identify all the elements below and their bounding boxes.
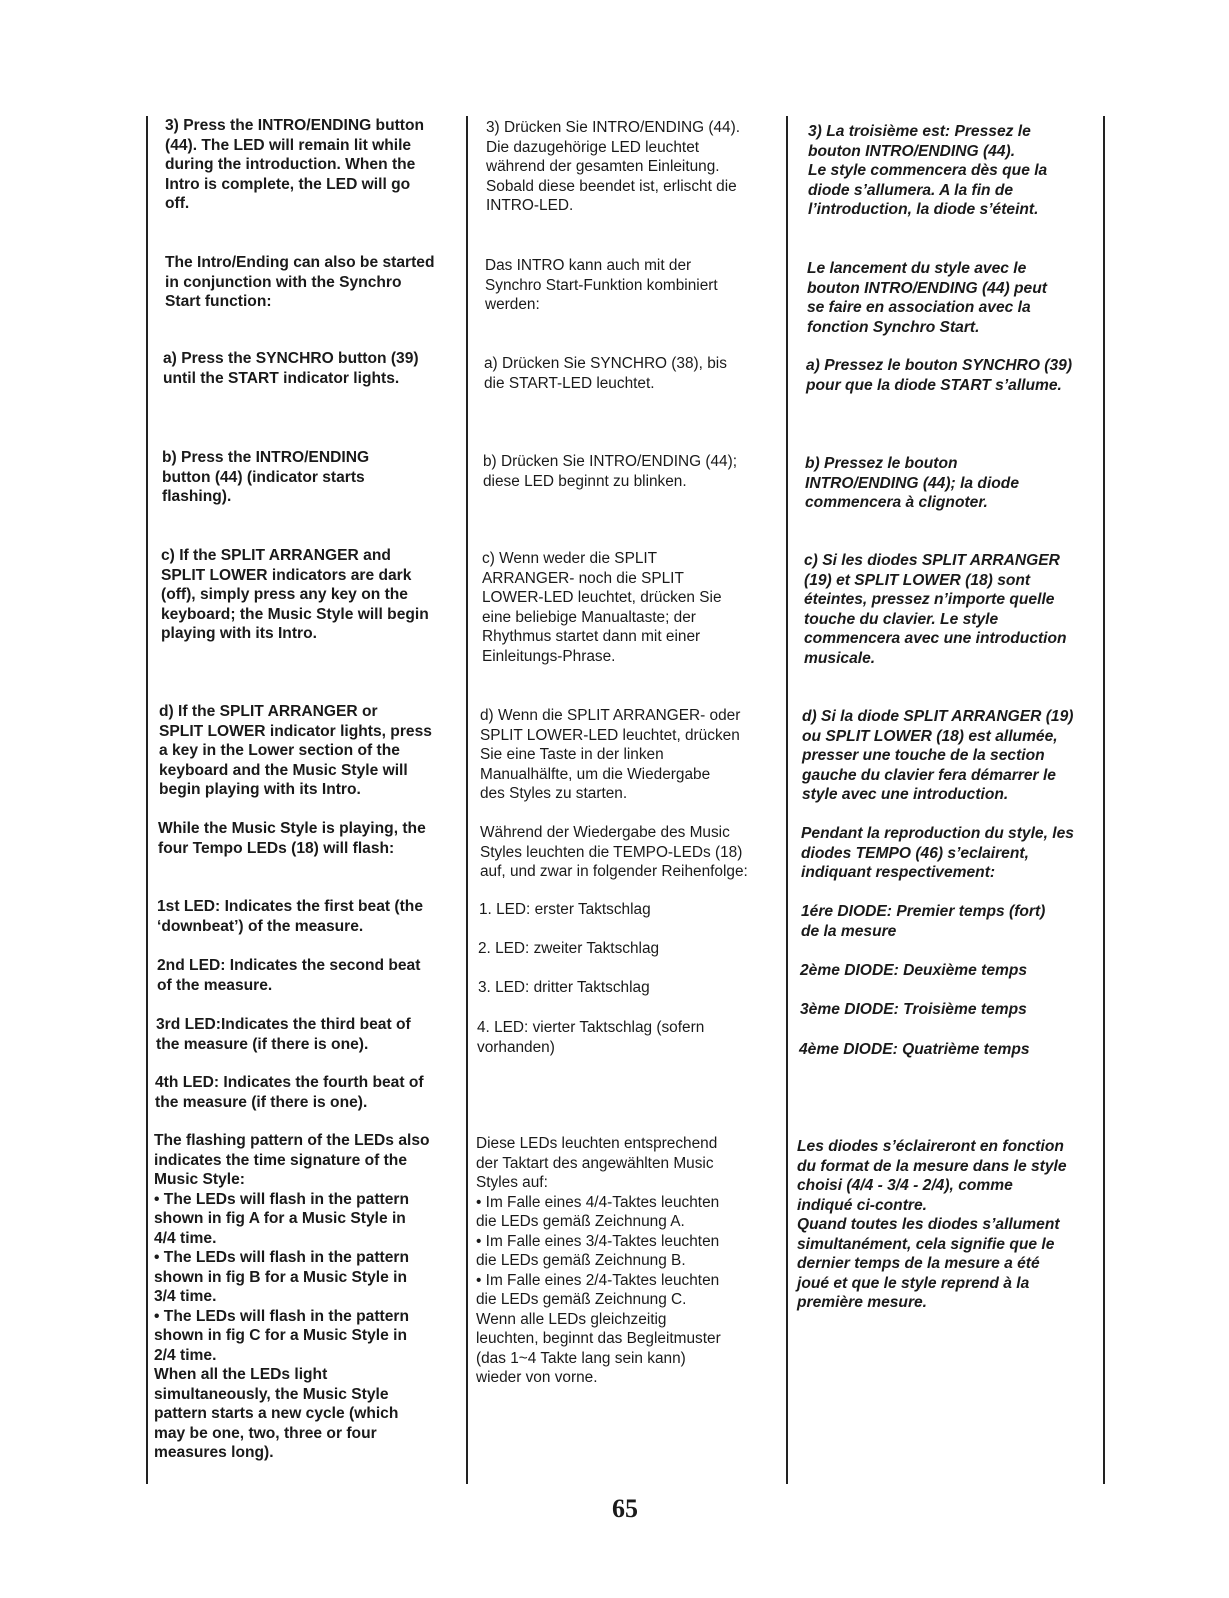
fr-led-1: 1ére DIODE: Premier temps (fort) de la mesure bbox=[801, 903, 1046, 940]
en-step-3: 3) Press the INTRO/ENDING button (44). The LED will remain lit while during the introduction. When the Intro is complete, the LED will go off. bbox=[165, 117, 425, 212]
en-step-a: a) Press the SYNCHRO button (39) until the START indicator lights. bbox=[163, 350, 419, 387]
en-led-3: 3rd LED:Indicates the third beat of the measure (if there is one). bbox=[156, 1016, 411, 1053]
en-step-c: c) If the SPLIT ARRANGER and SPLIT LOWER indicators are dark (off), simply press any key on the keyboard; the Music Style will begin playing with its Intro. bbox=[161, 547, 429, 642]
page-number: 65 bbox=[612, 1494, 638, 1523]
en-led-4: 4th LED: Indicates the fourth beat of the measure (if there is one). bbox=[155, 1074, 424, 1111]
de-step-a: a) Drücken Sie SYNCHRO (38), bis die START-LED leuchtet. bbox=[484, 355, 727, 392]
de-step-b: b) Drücken Sie INTRO/ENDING (44); diese LED beginnt zu blinken. bbox=[483, 453, 737, 490]
fr-synchro-intro: Le lancement du style avec le bouton INTRO/ENDING (44) peut se faire en association avec la fonction Synchro Start. bbox=[807, 260, 1047, 336]
de-pattern: Diese LEDs leuchten entsprechend der Taktart des angewählten Music Styles auf: • Im Falle eines 4/4-Taktes leuchten die LEDs gemäß Zeichnung A. • Im Falle eines 3/4-Taktes leuchten die LEDs gemäß Zeichnung B. • Im Falle eines 2/4-Taktes leuchten die LEDs gemäß Zeichnung C. Wenn alle LEDs gleichzeitig leuchten, beginnt das Begleitmuster (das 1~4 Takte lang sein kann) wieder von vorne. bbox=[476, 1135, 721, 1386]
en-pattern: The flashing pattern of the LEDs also indicates the time signature of the Music Style: • The LEDs will flash in the pattern shown in fig A for a Music Style in 4/4 time. • The LEDs will flash in the pattern shown in fig B for a Music Style in 3/4 time. • The LEDs will flash in the pattern shown in fig C for a Music Style in 2/4 time. When all the LEDs light simultaneously, the Music Style pattern starts a new cycle (which may be one, two, three or four measures long). bbox=[154, 1132, 430, 1461]
fr-step-a: a) Pressez le bouton SYNCHRO (39) pour que la diode START s’allume. bbox=[806, 357, 1073, 394]
en-tempo-intro: While the Music Style is playing, the four Tempo LEDs (18) will flash: bbox=[158, 820, 426, 857]
fr-pattern: Les diodes s’éclaireront en fonction du format de la mesure dans le style choisi (4/4 - 3/4 - 2/4), comme indiqué ci-contre. Quand toutes les diodes s’allument simultanément, cela signifie que le dernier temps de la mesure a été joué et que le style reprend à la première mesure. bbox=[797, 1138, 1067, 1311]
column-rule-middle-left bbox=[466, 116, 468, 1484]
fr-step-d: d) Si la diode SPLIT ARRANGER (19) ou SPLIT LOWER (18) est allumée, presser une touche de la section gauche du clavier fera démarrer le style avec une introduction. bbox=[802, 708, 1074, 803]
de-led-1: 1. LED: erster Taktschlag bbox=[479, 901, 651, 918]
de-step-c: c) Wenn weder die SPLIT ARRANGER- noch die SPLIT LOWER-LED leuchtet, drücken Sie eine beliebige Manualtaste; der Rhythmus startet dann mit einer Einleitungs-Phrase. bbox=[482, 550, 722, 665]
fr-led-2: 2ème DIODE: Deuxième temps bbox=[800, 962, 1028, 979]
de-led-3: 3. LED: dritter Taktschlag bbox=[478, 979, 650, 996]
fr-tempo-intro: Pendant la reproduction du style, les diodes TEMPO (46) s’eclairent, indiquant respectivement: bbox=[801, 825, 1074, 881]
column-rule-middle-right bbox=[786, 116, 788, 1484]
fr-step-c: c) Si les diodes SPLIT ARRANGER (19) et SPLIT LOWER (18) sont éteintes, pressez n’importe quelle touche du clavier. Le style commencera avec une introduction musicale. bbox=[804, 552, 1067, 667]
fr-led-3: 3ème DIODE: Troisième temps bbox=[800, 1001, 1027, 1018]
de-led-4: 4. LED: vierter Taktschlag (sofern vorhanden) bbox=[477, 1019, 705, 1056]
de-step-3: 3) Drücken Sie INTRO/ENDING (44). Die dazugehörige LED leuchtet während der gesamten Einleitung. Sobald diese beendet ist, erlischt die INTRO-LED. bbox=[486, 119, 740, 214]
fr-led-4: 4ème DIODE: Quatrième temps bbox=[799, 1041, 1030, 1058]
en-led-2: 2nd LED: Indicates the second beat of the measure. bbox=[157, 957, 421, 994]
en-step-d: d) If the SPLIT ARRANGER or SPLIT LOWER indicator lights, press a key in the Lower section of the keyboard and the Music Style will begin playing with its Intro. bbox=[159, 703, 432, 798]
de-tempo-intro: Während der Wiedergabe des Music Styles leuchten die TEMPO-LEDs (18) auf, und zwar in folgender Reihenfolge: bbox=[480, 824, 748, 880]
en-synchro-intro: The Intro/Ending can also be started in conjunction with the Synchro Start function: bbox=[165, 254, 435, 310]
en-step-b: b) Press the INTRO/ENDING button (44) (indicator starts flashing). bbox=[162, 449, 370, 505]
fr-step-3: 3) La troisième est: Pressez le bouton INTRO/ENDING (44). Le style commencera dès que la diode s’allumera. A la fin de l’introduction, la diode s’éteint. bbox=[808, 123, 1048, 218]
de-synchro-intro: Das INTRO kann auch mit der Synchro Start-Funktion kombiniert werden: bbox=[485, 257, 718, 313]
column-rule-right bbox=[1103, 116, 1105, 1484]
en-led-1: 1st LED: Indicates the first beat (the ‘downbeat’) of the measure. bbox=[157, 898, 424, 935]
column-rule-left bbox=[146, 116, 148, 1484]
de-led-2: 2. LED: zweiter Taktschlag bbox=[478, 940, 660, 957]
fr-step-b: b) Pressez le bouton INTRO/ENDING (44); la diode commencera à clignoter. bbox=[805, 455, 1019, 511]
de-step-d: d) Wenn die SPLIT ARRANGER- oder SPLIT LOWER-LED leuchtet, drücken Sie eine Taste in der linken Manualhälfte, um die Wiedergabe des Styles zu starten. bbox=[480, 707, 741, 802]
